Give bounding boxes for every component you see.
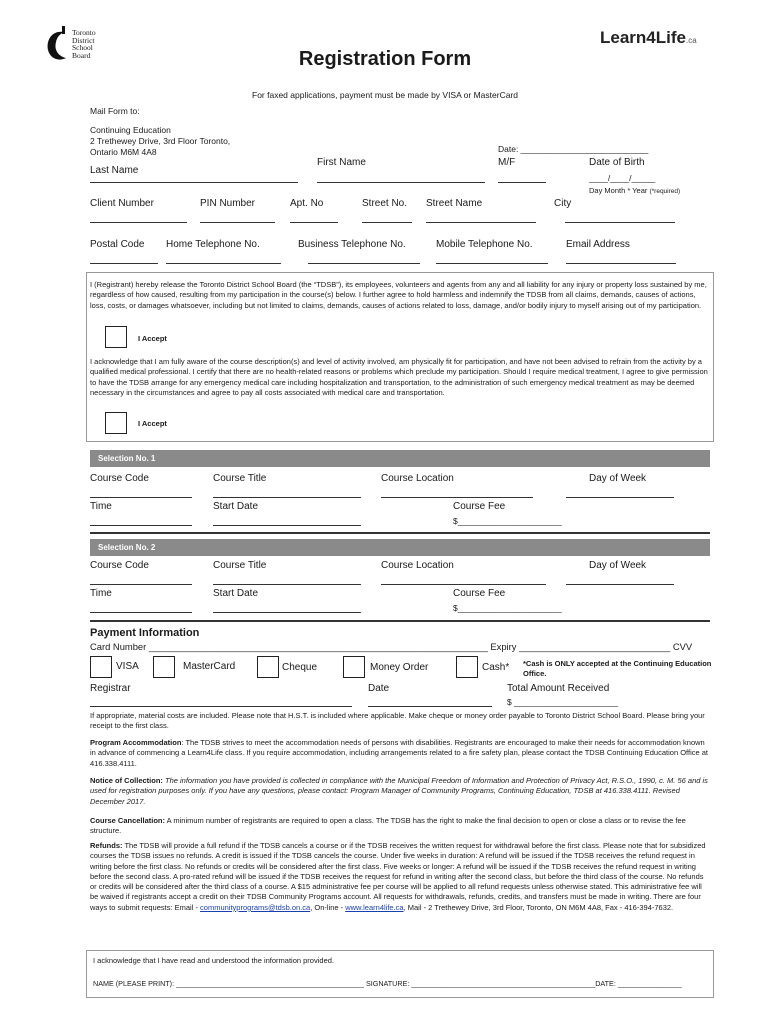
money-order-checkbox[interactable] xyxy=(343,656,365,678)
s1-day-of-week-label: Day of Week xyxy=(589,473,647,484)
s1-course-fee-label: Course Fee xyxy=(453,501,506,512)
payment-date-label: Date xyxy=(368,683,390,694)
s2-day-of-week-field[interactable] xyxy=(566,584,674,585)
dob-required: (*required) xyxy=(649,188,681,195)
logo-line-4: Board xyxy=(72,50,91,60)
s2-course-code-field[interactable] xyxy=(90,584,192,585)
mail-line-2: 2 Trethewey Drive, 3rd Floor Toronto, xyxy=(90,136,231,146)
accept-checkbox-1[interactable] xyxy=(105,326,127,348)
s1-day-of-week-field[interactable] xyxy=(566,497,674,498)
s1-course-code-label: Course Code xyxy=(90,473,149,484)
accommodation-title: Program Accommodation xyxy=(90,738,182,747)
visa-checkbox[interactable] xyxy=(90,656,112,678)
s2-course-location-label: Course Location xyxy=(381,560,454,571)
street-no-label: Street No. xyxy=(362,198,408,209)
s1-course-title-label: Course Title xyxy=(213,473,267,484)
visa-label: VISA xyxy=(116,661,139,672)
accept-checkbox-2[interactable] xyxy=(105,412,127,434)
s2-course-location-field[interactable] xyxy=(381,584,546,585)
accommodation-text: : The TDSB strives to meet the accommodation needs of persons with disabilities. Registrants are encouraged to make their needs for accommodation known in advance of commencing a Learn4Life class. If you require accommodation, including arrangements related to a fire safety plan, please contact the TDSB Continuing Education Office at 416.338.4111. xyxy=(90,738,708,768)
waiver-text-2: I acknowledge that I am fully aware of the course description(s) and level of activity involved, am physically fit for participation, and have not been advised to refrain from the activity by a qualified medical professional. I certify that there are no health-related reasons or problems which preclude my participation. Should I require medical treatment, I agree to give permission to have the TDSB arrange for any emergency medical care including hospitalization and transportation, to the administration of such emergency medical treatment as may be deemed necessary in the circumstances and agree to pay all costs associated with medical care and transportation. xyxy=(90,357,708,397)
selection-2-heading: Selection No. 2 xyxy=(98,543,156,552)
s2-course-title-field[interactable] xyxy=(213,584,361,585)
gender-field[interactable] xyxy=(498,182,546,183)
s1-time-label: Time xyxy=(90,501,112,512)
home-phone-field[interactable] xyxy=(166,263,281,264)
street-no-field[interactable] xyxy=(362,222,412,223)
postal-field[interactable] xyxy=(90,263,158,264)
cheque-checkbox[interactable] xyxy=(257,656,279,678)
pin-label: PIN Number xyxy=(200,198,256,209)
mail-line-3: Ontario M6M 4A8 xyxy=(90,147,157,157)
s1-start-date-label: Start Date xyxy=(213,501,259,512)
website-link[interactable]: www.learn4life.ca xyxy=(345,902,404,912)
s2-course-fee-label: Course Fee xyxy=(453,588,506,599)
email-link[interactable]: communityprograms@tdsb.on.ca xyxy=(200,902,311,912)
s2-day-of-week-label: Day of Week xyxy=(589,560,647,571)
registrar-field[interactable] xyxy=(90,706,352,707)
materials-note: If appropriate, material costs are included. Please note that H.S.T. is included where applicable. Make cheque or money order payable to Toronto District School Board. Please bring your receipt to the first class. xyxy=(90,711,705,731)
learn4life-brand: Learn4Life xyxy=(600,28,686,47)
s1-course-code-field[interactable] xyxy=(90,497,192,498)
s2-time-label: Time xyxy=(90,588,112,599)
payment-heading: Payment Information xyxy=(90,627,200,639)
email-field[interactable] xyxy=(566,263,676,264)
notice-text: The information you have provided is collected in compliance with the Municipal Freedom of Information and Protection of Privacy Act, R.S.O., 1990, c. M. 56 and is used for registration purposes only. If you have any questions, please contact: Program Manager of Community Programs, Continuing Education, TDSB at 416.338.4111. Revised December 2017. xyxy=(90,776,708,806)
s1-course-fee-field[interactable]: $______________________ xyxy=(453,516,562,526)
refunds-section xyxy=(90,841,710,913)
date-field[interactable]: Date: ___________________________ xyxy=(498,144,649,154)
refunds-text: The TDSB will provide a full refund if the TDSB cancels a course or if the TDSB receives the written request for withdrawal before the first class. Please note that for subsidized courses the TDSB issues no refunds. A credit is issued if the TDSB cancels the course. Under five weeks in duration: A refund will be issued if the TDSB receives the refund request in writing before the first class. No refunds or credits will be considered after the first class. Five weeks or longer: A refund will be issued if the TDSB receives the refund request in writing before the second class. A pro-rated refund will be issued if the TDSB receives the request for refund in writing after the second class, but before the third class of the course. No refunds or credits will be considered after the third class of a course. A $15 administrative fee per course will be applied to all refund requests unless otherwise stated. This administrative fee will be waived if registrants accept a credit on their TDSB Community Programs account. All requests for withdrawals, refunds, credits, and transfers must be made in writing. There are four ways to submit requests: Email - xyxy=(90,841,706,912)
s2-start-date-field[interactable] xyxy=(213,612,361,613)
page-title: Registration Form xyxy=(298,48,472,70)
refunds-title: Refunds: xyxy=(90,841,123,850)
mobile-phone-field[interactable] xyxy=(436,263,548,264)
business-phone-field[interactable] xyxy=(308,263,420,264)
client-number-label: Client Number xyxy=(90,198,154,209)
fax-note: For faxed applications, payment must be made by VISA or MasterCard xyxy=(252,90,518,100)
cash-note: *Cash is ONLY accepted at the Continuing Education Office. xyxy=(523,659,712,678)
pin-field[interactable] xyxy=(200,222,275,223)
apt-label: Apt. No xyxy=(290,198,324,209)
total-field[interactable]: $ ______________________ xyxy=(507,697,619,707)
first-name-label: First Name xyxy=(317,157,366,168)
gender-label: M/F xyxy=(498,157,516,168)
selection-1-divider xyxy=(90,532,710,534)
cash-checkbox[interactable] xyxy=(456,656,478,678)
s1-time-field[interactable] xyxy=(90,525,192,526)
s2-start-date-label: Start Date xyxy=(213,588,259,599)
mail-line-1: Continuing Education xyxy=(90,125,171,135)
selection-1-header xyxy=(90,450,710,467)
s1-course-location-label: Course Location xyxy=(381,473,454,484)
dob-hint xyxy=(589,186,680,195)
mail-fax-text: , Mail - 2 Trethewey Drive, 3rd Floor, Toronto, ON M6M 4A8, Fax - 416-394-7632. xyxy=(403,902,674,912)
accept-label-2: I Accept xyxy=(138,419,167,428)
notice-of-collection xyxy=(90,776,710,807)
card-number-field[interactable]: Card Number _________________________________________________________________ Expiry _____________________________ CVV xyxy=(90,641,693,652)
street-name-field[interactable] xyxy=(426,222,536,223)
selection-2-header xyxy=(90,539,710,556)
last-name-label: Last Name xyxy=(90,165,139,176)
accept-label-1: I Accept xyxy=(138,334,167,343)
accommodation-note xyxy=(90,738,710,769)
city-label: City xyxy=(554,198,572,209)
logo-line-3: School xyxy=(72,43,93,52)
client-number-field[interactable] xyxy=(90,222,187,223)
cash-label: Cash* xyxy=(482,662,510,673)
cheque-label: Cheque xyxy=(282,662,318,673)
s1-start-date-field[interactable] xyxy=(213,525,361,526)
cancellation-title: Course Cancellation: xyxy=(90,816,166,825)
s1-course-title-field[interactable] xyxy=(213,497,361,498)
apt-field[interactable] xyxy=(290,222,338,223)
business-phone-label: Business Telephone No. xyxy=(298,239,406,250)
notice-title: Notice of Collection: xyxy=(90,776,163,785)
s2-course-title-label: Course Title xyxy=(213,560,267,571)
cancellation-text: A minimum number of registrants are required to open a class. The TDSB has the right to make the final decision to open or close a class or to revise the fee structure. xyxy=(90,816,686,836)
city-field[interactable] xyxy=(565,222,675,223)
first-name-field[interactable] xyxy=(317,182,485,183)
email-label: Email Address xyxy=(566,239,630,250)
s2-course-code-label: Course Code xyxy=(90,560,149,571)
selection-1-heading: Selection No. 1 xyxy=(98,454,156,463)
home-phone-label: Home Telephone No. xyxy=(166,239,260,250)
registrar-label: Registrar xyxy=(90,683,131,694)
dob-field[interactable]: ____/____/_____ xyxy=(589,173,656,183)
last-name-field[interactable] xyxy=(90,182,298,183)
logo-line-1: Toronto xyxy=(72,28,96,37)
mastercard-checkbox[interactable] xyxy=(153,656,175,678)
mail-label: Mail Form to: xyxy=(90,106,140,116)
signature-line[interactable]: NAME (PLEASE PRINT): _______________________________________________ SIGNATURE: ______________________________________________DATE: ________________ xyxy=(93,979,682,988)
course-cancellation xyxy=(90,816,710,837)
dob-hint-text: Day Month * Year xyxy=(589,186,648,195)
total-label: Total Amount Received xyxy=(507,683,610,694)
online-text: , On-line - xyxy=(310,902,346,912)
postal-label: Postal Code xyxy=(90,239,145,250)
s2-course-fee-field[interactable]: $______________________ xyxy=(453,603,562,613)
logo-line-2: District xyxy=(72,35,95,45)
street-name-label: Street Name xyxy=(426,198,483,209)
acknowledge-text: I acknowledge that I have read and understood the information provided. xyxy=(93,956,334,965)
dob-label: Date of Birth xyxy=(589,157,645,168)
s1-course-location-field[interactable] xyxy=(381,497,533,498)
learn4life-suffix: .ca xyxy=(685,36,697,45)
mobile-phone-label: Mobile Telephone No. xyxy=(436,239,533,250)
waiver-text-1: I (Registrant) hereby release the Toronto District School Board (the “TDSB”), its employees, volunteers and agents from any and all liability for any injury or property loss sustained by me, regardless of how caused, resulting from my participation in the course(s) below. I further agree to hold harmless and indemnify the TDSB from all claims, demands, causes of actions, loss, costs, or damages whatsoever, including but not limited to claims, demands, causes of actions related to loss, damage, and/or bodily injury to myself arising out of my participation. xyxy=(90,280,707,310)
payment-date-field[interactable] xyxy=(368,706,492,707)
mastercard-label: MasterCard xyxy=(183,661,236,672)
money-order-label: Money Order xyxy=(370,662,429,673)
s2-time-field[interactable] xyxy=(90,612,192,613)
selection-2-divider xyxy=(90,620,710,622)
